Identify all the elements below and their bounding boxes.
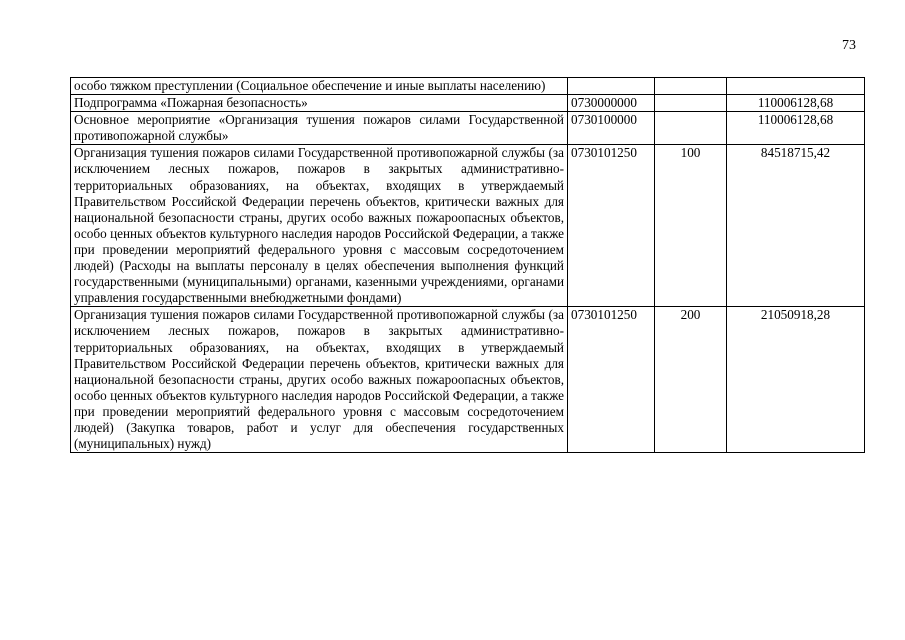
table-row [71, 112, 865, 145]
table-row [71, 78, 865, 95]
row-name-cell: Основное мероприятие «Организация тушения пожаров силами Государственной противопожарной службы» [71, 112, 568, 145]
table-row [71, 145, 865, 307]
amount-cell [727, 78, 865, 95]
amount-cell: 110006128,68 [727, 95, 865, 112]
target-code-cell [568, 78, 655, 95]
row-name-cell: Подпрограмма «Пожарная безопасность» [71, 95, 568, 112]
row-name-cell: Организация тушения пожаров силами Государственной противопожарной службы (за исключением лесных пожаров, пожаров в закрытых административно-территориальных образованиях, на объектах, входящих в утверждаемый Правительством Российской Федерации перечень объектов, критически важных для национальной безопасности страны, других особо важных пожароопасных объектов, особо ценных объектов культурного наследия народов Российской Федерации, а также при проведении мероприятий федерального уровня с массовым сосредоточением людей) (Закупка товаров, работ и услуг для обеспечения государственных (муниципальных) нужд) [71, 307, 568, 453]
target-code-cell: 0730000000 [568, 95, 655, 112]
budget-table [70, 77, 865, 453]
row-name-cell: особо тяжком преступлении (Социальное обеспечение и иные выплаты населению) [71, 78, 568, 95]
target-code-cell: 0730101250 [568, 145, 655, 307]
target-code-cell: 0730101250 [568, 307, 655, 453]
expense-type-cell [655, 112, 727, 145]
row-name-cell: Организация тушения пожаров силами Государственной противопожарной службы (за исключением лесных пожаров, пожаров в закрытых административно-территориальных образованиях, на объектах, входящих в утверждаемый Правительством Российской Федерации перечень объектов, критически важных для национальной безопасности страны, других особо важных пожароопасных объектов, особо ценных объектов культурного наследия народов Российской Федерации, а также при проведении мероприятий федерального уровня с массовым сосредоточением людей) (Расходы на выплаты персоналу в целях обеспечения выполнения функций государственными (муниципальными) органами, казенными учреждениями, органами управления государственными внебюджетными фондами) [71, 145, 568, 307]
page-number: 73 [842, 38, 856, 53]
table-row [71, 307, 865, 453]
target-code-cell: 0730100000 [568, 112, 655, 145]
amount-cell: 84518715,42 [727, 145, 865, 307]
expense-type-cell [655, 95, 727, 112]
amount-cell: 110006128,68 [727, 112, 865, 145]
expense-type-cell: 100 [655, 145, 727, 307]
expense-type-cell [655, 78, 727, 95]
table-row [71, 95, 865, 112]
amount-cell: 21050918,28 [727, 307, 865, 453]
expense-type-cell: 200 [655, 307, 727, 453]
